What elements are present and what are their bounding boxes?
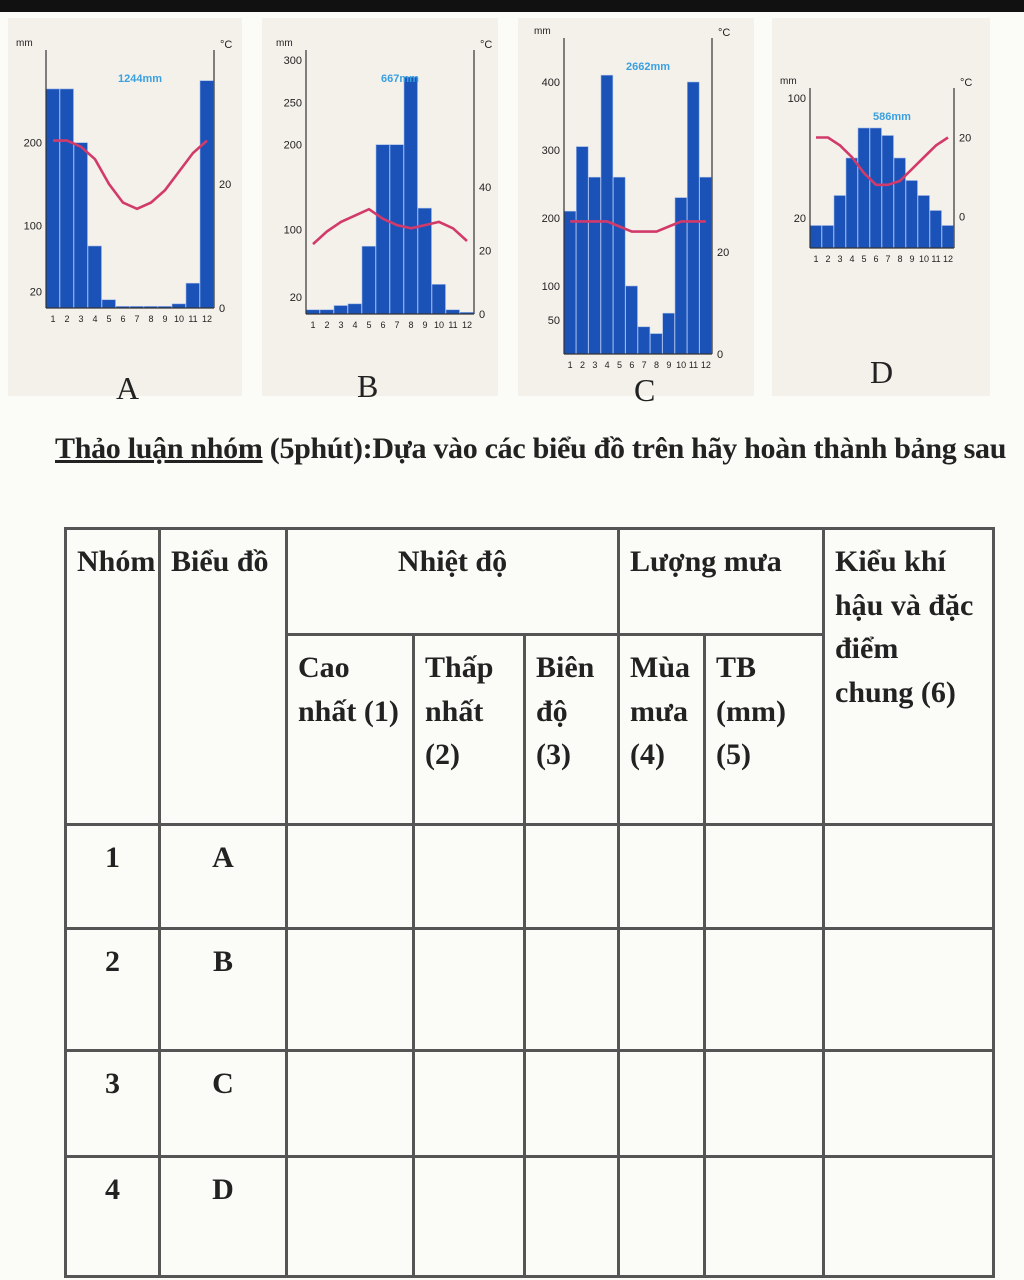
month-tick-label: 6 <box>629 360 635 368</box>
month-tick-label: 4 <box>849 254 855 264</box>
rain-tick-label: 20 <box>29 286 42 299</box>
header-group: Nhóm <box>66 529 160 825</box>
rain-bar <box>882 136 894 249</box>
rain-bar <box>404 77 418 314</box>
rain-bar <box>601 75 613 354</box>
answer-cell[interactable] <box>414 1157 525 1277</box>
month-tick-label: 4 <box>604 360 610 368</box>
answer-table <box>64 527 995 1278</box>
month-tick-label: 3 <box>837 254 843 264</box>
header-climate-type: Kiểu khí hậu và đặc điểm chung (6) <box>824 529 994 825</box>
answer-cell[interactable] <box>619 929 705 1051</box>
rain-bar <box>906 181 918 249</box>
heading-underlined: Thảo luận nhóm <box>55 432 263 465</box>
temp-tick-label: 0 <box>717 349 724 361</box>
header-temperature: Nhiệt độ <box>287 529 619 635</box>
rain-tick-label: 50 <box>547 315 560 327</box>
rain-unit-label: mm <box>780 76 797 87</box>
month-tick-label: 1 <box>50 314 56 324</box>
answer-cell[interactable] <box>287 825 414 929</box>
temp-unit-label: °C <box>480 39 493 51</box>
month-tick-label: 11 <box>688 360 699 368</box>
answer-cell[interactable] <box>414 1051 525 1157</box>
rain-tick-label: 100 <box>541 281 560 293</box>
rain-tick-label: 250 <box>283 97 302 110</box>
rain-bar <box>700 177 712 354</box>
month-tick-label: 8 <box>148 314 154 324</box>
subheader-max: Cao nhất (1) <box>287 635 414 825</box>
month-tick-label: 12 <box>942 254 954 264</box>
chart-c-plot <box>518 18 754 368</box>
temp-tick-label: 0 <box>219 303 226 315</box>
rain-bar <box>46 89 60 308</box>
month-tick-label: 2 <box>579 360 586 368</box>
row-chart: A <box>160 825 287 929</box>
month-tick-label: 12 <box>201 314 213 324</box>
rain-total-label: 2662mm <box>625 61 671 73</box>
rain-bar <box>858 128 870 248</box>
rain-tick-label: 100 <box>23 220 42 233</box>
month-tick-label: 5 <box>861 254 867 264</box>
answer-cell[interactable] <box>619 825 705 929</box>
rain-bar <box>930 211 942 249</box>
rain-tick-label: 100 <box>283 224 302 237</box>
month-tick-label: 3 <box>78 314 84 324</box>
rain-bar <box>564 211 576 354</box>
subheader-min: Thấp nhất (2) <box>414 635 525 825</box>
answer-cell[interactable] <box>414 929 525 1051</box>
rain-bar <box>376 145 390 314</box>
rain-bar <box>650 334 662 354</box>
chart-c-letter: C <box>634 372 656 408</box>
answer-cell[interactable] <box>705 1051 824 1157</box>
rain-bar <box>810 226 822 249</box>
month-tick-label: 8 <box>897 254 903 264</box>
rain-bar <box>172 304 186 308</box>
temp-tick-label: 0 <box>479 309 486 321</box>
answer-cell[interactable] <box>705 825 824 929</box>
temp-unit-label: °C <box>220 39 233 51</box>
subheader-rain-avg: TB (mm) (5) <box>705 635 824 825</box>
month-tick-label: 11 <box>931 254 941 264</box>
heading-instruction: (5phút):Dựa vào các biểu đồ trên hãy hoàn thành bảng sau <box>262 432 1007 465</box>
rain-tick-label: 100 <box>787 93 806 105</box>
month-tick-label: 2 <box>64 314 70 324</box>
table-row <box>66 825 994 929</box>
rain-bar <box>306 310 320 314</box>
rain-tick-label: 300 <box>541 145 560 157</box>
rain-bar <box>446 310 460 314</box>
rain-unit-label: mm <box>16 38 33 49</box>
answer-cell[interactable] <box>824 1157 994 1277</box>
rain-tick-label: 20 <box>289 292 302 305</box>
month-tick-label: 2 <box>324 320 330 330</box>
climate-chart-b <box>262 18 498 404</box>
temp-tick-label: 0 <box>959 211 966 224</box>
subheader-rain-season: Mùa mưa (4) <box>619 635 705 825</box>
temp-unit-label: °C <box>718 27 731 39</box>
month-tick-label: 2 <box>825 254 831 264</box>
rain-unit-label: mm <box>276 38 293 49</box>
answer-cell[interactable] <box>287 1051 414 1157</box>
rain-bar <box>626 286 638 354</box>
rain-bar <box>362 246 376 314</box>
rain-bar <box>822 226 834 249</box>
month-tick-label: 6 <box>380 320 386 330</box>
month-tick-label: 10 <box>173 314 185 324</box>
header-chart: Biểu đồ <box>160 529 287 825</box>
month-tick-label: 6 <box>120 314 126 324</box>
rain-tick-label: 20 <box>793 213 806 225</box>
climate-chart-a <box>8 18 242 406</box>
answer-cell[interactable] <box>824 1051 994 1157</box>
answer-cell[interactable] <box>619 1157 705 1277</box>
discussion-heading <box>55 432 1005 466</box>
subheader-range: Biên độ (3) <box>525 635 619 825</box>
rain-bar <box>638 327 650 354</box>
chart-d-letter: D <box>870 354 894 390</box>
rain-bar <box>613 177 625 354</box>
rain-bar <box>102 300 116 308</box>
row-chart: D <box>160 1157 287 1277</box>
rain-bar <box>870 128 882 248</box>
rain-bar <box>334 306 348 314</box>
month-tick-label: 3 <box>592 360 598 368</box>
month-tick-label: 6 <box>873 254 879 264</box>
month-tick-label: 8 <box>653 360 660 368</box>
answer-cell[interactable] <box>525 1157 619 1277</box>
month-tick-label: 7 <box>641 360 647 368</box>
row-group: 1 <box>66 825 160 929</box>
row-group: 4 <box>66 1157 160 1277</box>
month-tick-label: 8 <box>408 320 414 330</box>
rain-bar <box>894 158 906 248</box>
temp-tick-label: 20 <box>717 247 730 259</box>
answer-cell[interactable] <box>414 825 525 929</box>
chart-b-plot <box>262 18 498 348</box>
month-tick-label: 5 <box>616 360 623 368</box>
rain-total-label: 1244mm <box>117 73 163 85</box>
answer-cell[interactable] <box>525 825 619 929</box>
month-tick-label: 1 <box>567 360 573 368</box>
month-tick-label: 7 <box>394 320 400 330</box>
rain-bar <box>320 310 334 314</box>
month-tick-label: 11 <box>448 320 458 330</box>
rain-tick-label: 200 <box>283 139 302 152</box>
rain-tick-label: 200 <box>541 213 560 225</box>
rain-bar <box>942 226 954 249</box>
temp-tick-label: 20 <box>219 179 232 191</box>
month-tick-label: 11 <box>188 314 198 324</box>
row-group: 2 <box>66 929 160 1051</box>
answer-cell[interactable] <box>525 1051 619 1157</box>
rain-bar <box>918 196 930 249</box>
month-tick-label: 9 <box>666 360 672 368</box>
month-tick-label: 7 <box>134 314 140 324</box>
month-tick-label: 5 <box>366 320 372 330</box>
month-tick-label: 12 <box>700 360 711 368</box>
chart-d-plot <box>772 18 990 318</box>
month-tick-label: 12 <box>461 320 473 330</box>
climate-chart-c <box>518 18 754 408</box>
rain-bar <box>663 313 675 354</box>
answer-cell[interactable] <box>619 1051 705 1157</box>
rain-bar <box>60 89 74 308</box>
answer-cell[interactable] <box>287 1157 414 1277</box>
answer-cell[interactable] <box>824 825 994 929</box>
month-tick-label: 1 <box>813 254 819 264</box>
temp-tick-label: 20 <box>959 132 972 145</box>
rain-bar <box>846 158 858 248</box>
rain-tick-label: 400 <box>541 77 560 89</box>
rain-total-label: 586mm <box>873 111 911 123</box>
month-tick-label: 9 <box>909 254 915 264</box>
chart-a-letter: A <box>116 370 140 406</box>
rain-bar <box>576 147 588 354</box>
rain-bar <box>200 81 214 308</box>
temp-tick-label: 40 <box>479 182 492 194</box>
row-group: 3 <box>66 1051 160 1157</box>
rain-tick-label: 200 <box>23 137 42 150</box>
month-tick-label: 9 <box>422 320 428 330</box>
rain-total-label: 667mm <box>381 73 419 85</box>
answer-cell[interactable] <box>705 1157 824 1277</box>
rain-bar <box>834 196 846 249</box>
rain-bar <box>348 304 362 314</box>
rain-bar <box>432 284 446 314</box>
rain-tick-label: 300 <box>283 55 302 67</box>
top-bar <box>0 0 1024 12</box>
rain-bar <box>687 82 699 354</box>
row-chart: B <box>160 929 287 1051</box>
rain-unit-label: mm <box>534 26 551 37</box>
table-row <box>66 1051 994 1157</box>
month-tick-label: 4 <box>92 314 98 324</box>
rain-bar <box>74 143 88 308</box>
month-tick-label: 10 <box>918 254 930 264</box>
month-tick-label: 10 <box>676 360 687 368</box>
temp-tick-label: 20 <box>479 245 492 258</box>
answer-cell[interactable] <box>705 929 824 1051</box>
month-tick-label: 9 <box>162 314 168 324</box>
rain-bar <box>186 283 200 308</box>
header-rainfall: Lượng mưa <box>619 529 824 635</box>
answer-cell[interactable] <box>287 929 414 1051</box>
temp-unit-label: °C <box>960 77 973 89</box>
table-row <box>66 929 994 1051</box>
rain-bar <box>589 177 601 354</box>
chart-a-plot <box>8 18 242 348</box>
table-row <box>66 1157 994 1277</box>
month-tick-label: 10 <box>433 320 445 330</box>
answer-cell[interactable] <box>824 929 994 1051</box>
month-tick-label: 1 <box>310 320 316 330</box>
rain-bar <box>390 145 404 314</box>
climate-chart-d <box>772 18 990 396</box>
month-tick-label: 5 <box>106 314 112 324</box>
answer-cell[interactable] <box>525 929 619 1051</box>
chart-b-letter: B <box>357 368 379 404</box>
row-chart: C <box>160 1051 287 1157</box>
month-tick-label: 4 <box>352 320 358 330</box>
month-tick-label: 3 <box>338 320 344 330</box>
month-tick-label: 7 <box>885 254 891 264</box>
rain-bar <box>88 246 102 308</box>
